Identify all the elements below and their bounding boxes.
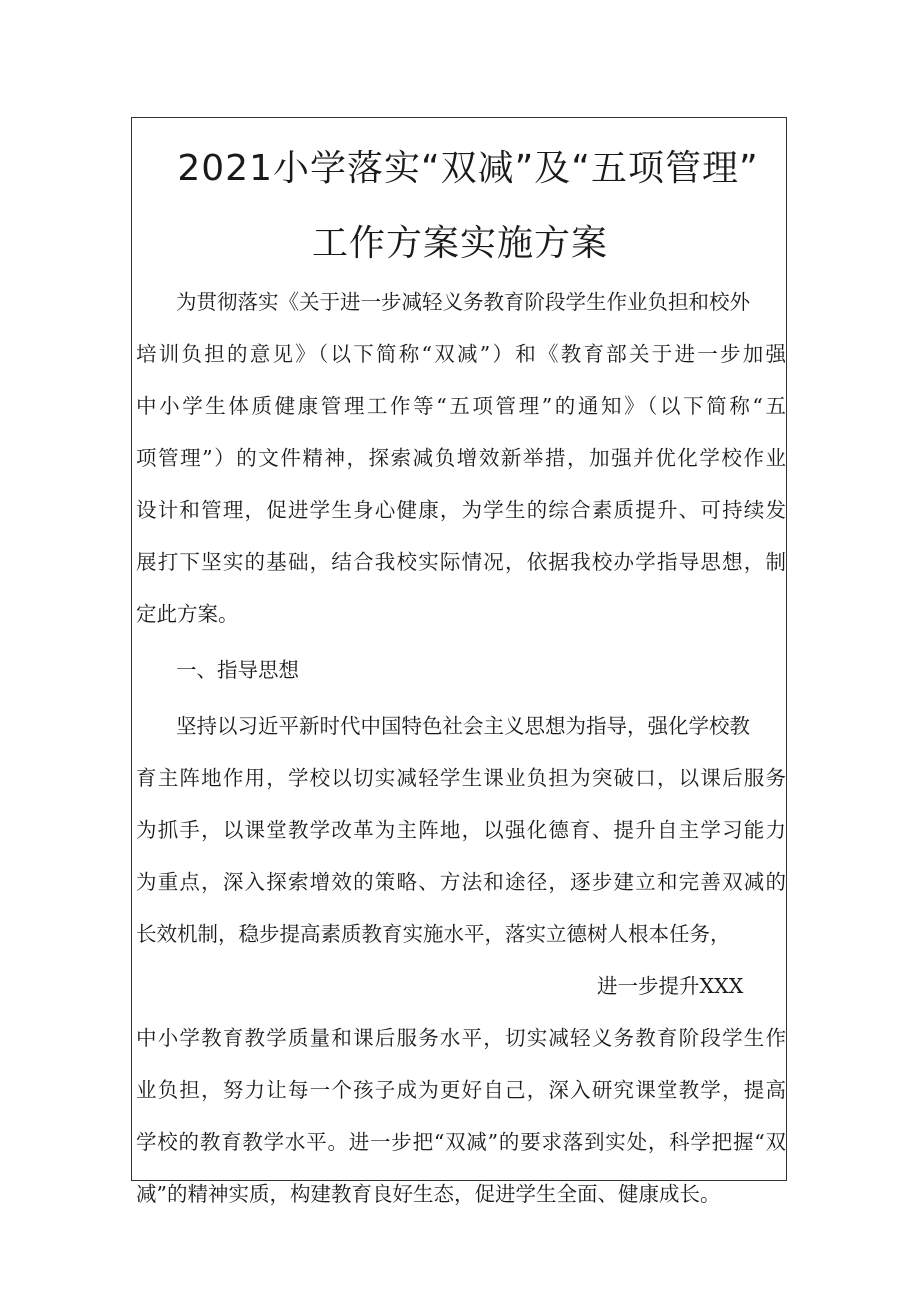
- document-title-line-2: 工作方案实施方案: [311, 223, 608, 264]
- section-line-5: 长效机制，稳步提高素质教育实施水平，落实立德树人根本任务，: [136, 922, 731, 946]
- intro-line-2: 培训负担的意见》（以下简称“双减”）和《教育部关于进一步加强: [136, 342, 786, 366]
- intro-line-3: 中小学生体质健康管理工作等“五项管理”的通知》（以下简称“五: [136, 394, 786, 418]
- section-cont-line-3: 学校的教育教学水平。进一步把“双减”的要求落到实处，科学把握“双: [136, 1130, 786, 1154]
- intro-line-4: 项管理”）的文件精神，探索减负增效新举措，加强并优化学校作业: [136, 446, 786, 470]
- section-line-3: 为抓手，以课堂教学改革为主阵地，以强化德育、提升自主学习能力: [136, 818, 786, 842]
- section-heading-guiding-ideology: 一、指导思想: [176, 658, 299, 682]
- right-aligned-fragment: 进一步提升XXX: [597, 974, 744, 998]
- section-line-4: 为重点，深入探索增效的策略、方法和途径，逐步建立和完善双减的: [136, 870, 786, 894]
- intro-line-5: 设计和管理，促进学生身心健康，为学生的综合素质提升、可持续发: [136, 498, 786, 522]
- page-border: [131, 117, 787, 1181]
- document-title-line-1: 2021小学落实“双减”及“五项管理”: [177, 148, 759, 189]
- section-cont-line-2: 业负担，努力让每一个孩子成为更好自己，深入研究课堂教学，提高: [136, 1078, 786, 1102]
- section-cont-line-1: 中小学教育教学质量和课后服务水平，切实减轻义务教育阶段学生作: [136, 1026, 786, 1050]
- section-cont-line-4: 减”的精神实质，构建教育良好生态，促进学生全面、健康成长。: [136, 1182, 721, 1206]
- section-line-1: 坚持以习近平新时代中国特色社会主义思想为指导，强化学校教: [176, 714, 750, 738]
- section-line-2: 育主阵地作用，学校以切实减轻学生课业负担为突破口，以课后服务: [136, 766, 786, 790]
- intro-line-1: 为贯彻落实《关于进一步减轻义务教育阶段学生作业负担和校外: [176, 290, 750, 314]
- intro-line-7: 定此方案。: [136, 602, 239, 626]
- intro-line-6: 展打下坚实的基础，结合我校实际情况，依据我校办学指导思想，制: [136, 550, 786, 574]
